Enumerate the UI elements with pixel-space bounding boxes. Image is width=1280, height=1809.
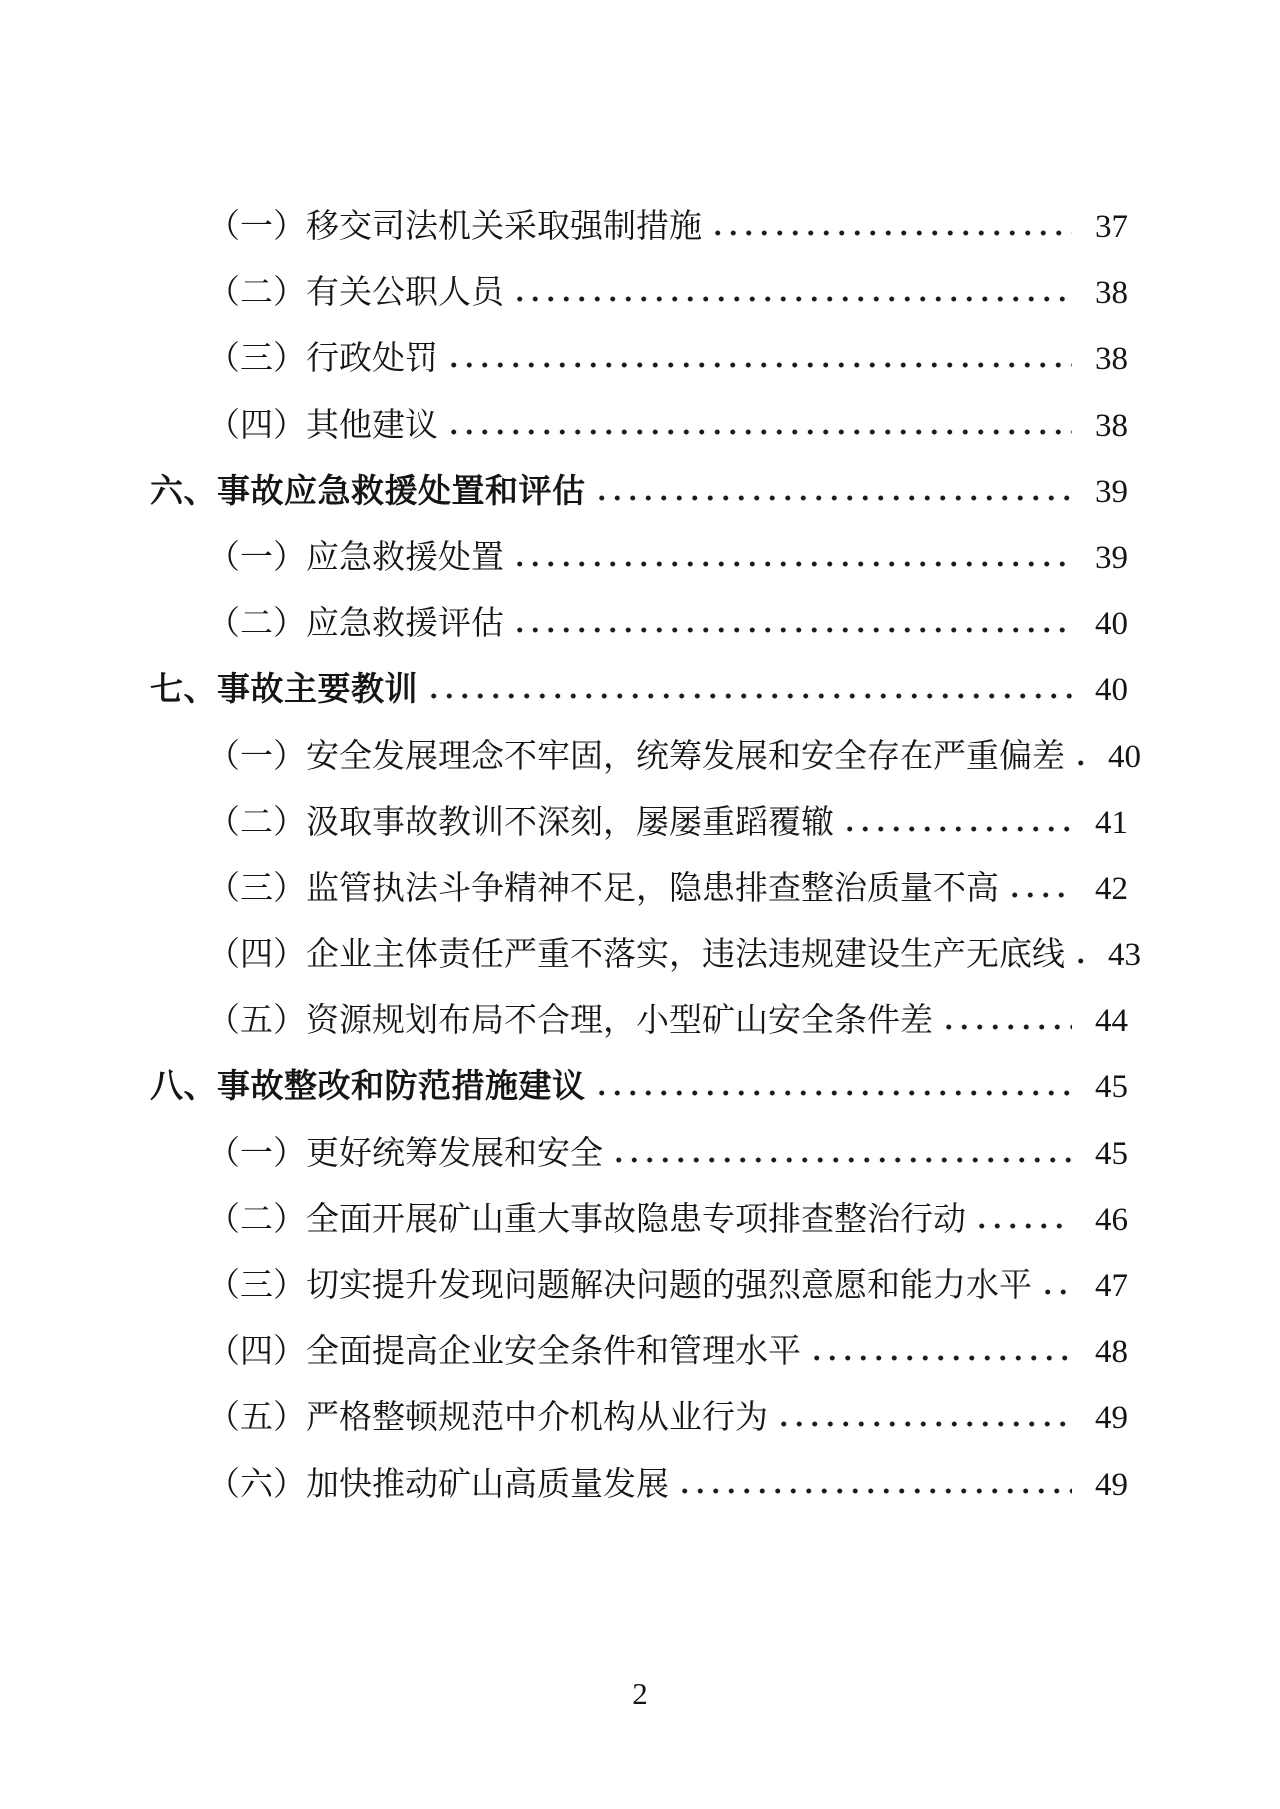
toc-entry — [150, 862, 1128, 928]
toc-leader-dots — [510, 560, 1072, 568]
toc-entry-page: 42 — [1095, 870, 1128, 907]
toc-leader-dots — [675, 1487, 1072, 1495]
toc-entry — [150, 796, 1128, 862]
toc-entry-page: 38 — [1095, 275, 1128, 312]
toc-leader-dots — [939, 1023, 1072, 1031]
toc-entry-page: 39 — [1095, 539, 1128, 576]
toc-leader-dots — [444, 428, 1072, 436]
toc-entry-page: 48 — [1095, 1334, 1128, 1371]
toc-entry-page: 37 — [1095, 209, 1128, 245]
footer-page-number: 2 — [632, 1676, 648, 1711]
toc-entry-label: （一）移交司法机关采取强制措施 — [207, 209, 702, 245]
toc-entry — [150, 266, 1128, 332]
toc-entry-label: （二）有关公职人员 — [207, 275, 504, 312]
toc-leader-dots — [592, 1089, 1073, 1097]
toc-entry-page: 38 — [1095, 341, 1128, 378]
toc-leader-dots — [708, 229, 1072, 237]
toc-entry — [150, 531, 1128, 597]
toc-entry-label: （二）汲取事故教训不深刻，屡屡重蹈覆辙 — [207, 804, 834, 841]
toc-entry-label: （三）监管执法斗争精神不足，隐患排查整治质量不高 — [207, 870, 999, 907]
toc-entry-page: 49 — [1095, 1466, 1128, 1503]
toc-entry-label: （二）应急救援评估 — [207, 606, 504, 643]
toc-entry — [150, 597, 1128, 663]
toc-leader-dots — [424, 692, 1072, 700]
toc-entry — [150, 332, 1128, 398]
toc-entry-page: 45 — [1095, 1135, 1128, 1172]
toc-leader-dots — [444, 361, 1072, 369]
toc-entry-page: 47 — [1095, 1268, 1128, 1304]
toc-entry-page: 43 — [1108, 937, 1141, 974]
toc-leader-dots — [510, 295, 1072, 303]
toc-entry-label: （一）应急救援处置 — [207, 539, 504, 576]
toc-entry — [150, 1259, 1128, 1325]
toc-entry-page: 38 — [1095, 407, 1128, 444]
toc-entry-label: 八、事故整改和防范措施建议 — [150, 1067, 586, 1105]
toc-entry-page: 44 — [1095, 1003, 1128, 1040]
toc-leader-dots — [592, 494, 1073, 502]
toc-entry-page: 40 — [1095, 672, 1128, 709]
toc-entry — [150, 1127, 1128, 1193]
toc-entry-page: 39 — [1095, 473, 1128, 510]
toc-entry — [150, 994, 1128, 1060]
toc-entry — [150, 1458, 1128, 1524]
toc-entry — [150, 1325, 1128, 1391]
toc-entry-label: 六、事故应急救援处置和评估 — [150, 471, 586, 509]
toc-entry-label: （三）行政处罚 — [207, 341, 438, 378]
toc-entry-page: 49 — [1095, 1400, 1128, 1437]
toc-leader-dots — [972, 1222, 1072, 1230]
toc-entry-label: （四）其他建议 — [207, 407, 438, 444]
toc-entry-page: 40 — [1108, 738, 1141, 775]
toc-entry-label: （三）切实提升发现问题解决问题的强烈意愿和能力水平 — [207, 1268, 1032, 1304]
toc-entry — [150, 730, 1141, 796]
toc-entry-label: （一）安全发展理念不牢固，统筹发展和安全存在严重偏差 — [207, 738, 1065, 775]
toc-leader-dots — [1038, 1288, 1072, 1296]
toc-entry — [150, 200, 1128, 266]
toc-leader-dots — [807, 1354, 1072, 1362]
toc-chapter-entry — [150, 465, 1128, 531]
toc-entry — [150, 928, 1141, 994]
toc-leader-dots — [510, 626, 1072, 634]
toc-entry-page: 40 — [1095, 606, 1128, 643]
toc-leader-dots — [1005, 891, 1072, 899]
toc-leader-dots — [840, 825, 1072, 833]
toc-entry — [150, 1391, 1128, 1457]
toc-entry-label: （六）加快推动矿山高质量发展 — [207, 1466, 669, 1503]
toc-entry — [150, 399, 1128, 465]
toc-entry-page: 41 — [1095, 804, 1128, 841]
toc-leader-dots — [609, 1156, 1072, 1164]
toc-leader-dots — [774, 1420, 1072, 1428]
toc-entry-label: （五）严格整顿规范中介机构从业行为 — [207, 1400, 768, 1437]
toc-entry — [150, 1193, 1128, 1259]
toc-chapter-entry — [150, 1060, 1128, 1126]
toc-entry-label: （五）资源规划布局不合理，小型矿山安全条件差 — [207, 1003, 933, 1040]
toc-entry-label: 七、事故主要教训 — [150, 670, 418, 708]
toc-chapter-entry — [150, 663, 1128, 729]
toc-entry-page: 45 — [1095, 1069, 1128, 1106]
table-of-contents — [150, 200, 1141, 1524]
toc-entry-label: （四）全面提高企业安全条件和管理水平 — [207, 1334, 801, 1371]
toc-entry-label: （四）企业主体责任严重不落实，违法违规建设生产无底线 — [207, 937, 1065, 974]
toc-entry-label: （二）全面开展矿山重大事故隐患专项排查整治行动 — [207, 1201, 966, 1238]
toc-entry-page: 46 — [1095, 1201, 1128, 1238]
toc-leader-dots — [1071, 957, 1085, 965]
toc-leader-dots — [1071, 759, 1085, 767]
toc-entry-label: （一）更好统筹发展和安全 — [207, 1135, 603, 1172]
